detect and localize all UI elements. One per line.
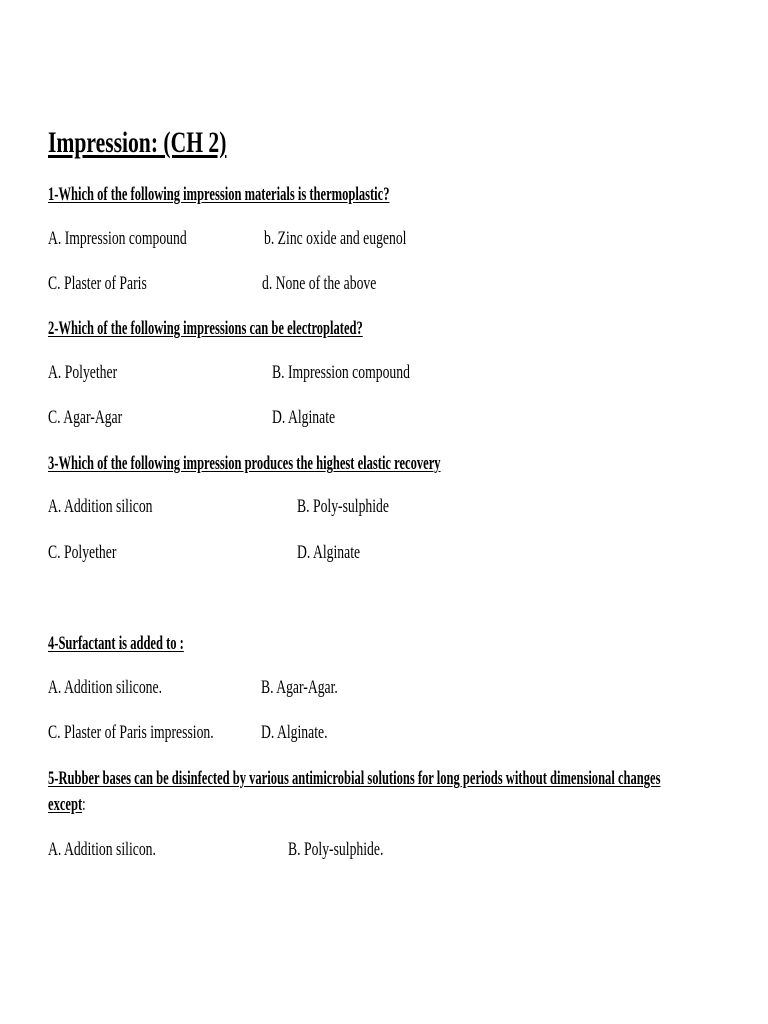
q5-option-b: B. Poly-sulphide.: [288, 839, 384, 860]
q2-option-a: A. Polyether: [48, 362, 118, 383]
question-5: [48, 766, 660, 818]
question-5-line-2: [48, 792, 660, 818]
q2-option-c: C. Agar-Agar: [48, 407, 123, 428]
q3-option-b: B. Poly-sulphide: [297, 496, 389, 517]
q2-option-d: D. Alginate: [272, 407, 336, 428]
q1-option-c: C. Plaster of Paris: [48, 273, 147, 294]
question-5-colon: :: [82, 794, 86, 815]
q4-option-c: C. Plaster of Paris impression.: [48, 722, 214, 743]
q4-option-b: B. Agar-Agar.: [261, 677, 338, 698]
q3-option-a: A. Addition silicon: [48, 496, 153, 517]
q4-option-d: D. Alginate.: [261, 722, 328, 743]
q3-option-c: C. Polyether: [48, 542, 117, 563]
q1-option-d: d. None of the above: [262, 273, 377, 294]
question-5-except: except: [48, 794, 83, 815]
q2-option-b: B. Impression compound: [272, 362, 410, 383]
question-2: 2-Which of the following impressions can be electroplated?: [48, 318, 363, 339]
page-title: Impression: (CH 2): [48, 126, 227, 159]
question-5-line-1: 5-Rubber bases can be disinfected by various antimicrobial solutions for long periods without dimensional changes: [48, 768, 661, 789]
q1-option-a: A. Impression compound: [48, 228, 187, 249]
question-3: 3-Which of the following impression produces the highest elastic recovery: [48, 453, 441, 474]
question-4: 4-Surfactant is added to :: [48, 633, 184, 654]
q3-option-d: D. Alginate: [297, 542, 361, 563]
q1-option-b: b. Zinc oxide and eugenol: [264, 228, 407, 249]
q4-option-a: A. Addition silicone.: [48, 677, 162, 698]
q5-option-a: A. Addition silicon.: [48, 839, 156, 860]
question-1: 1-Which of the following impression materials is thermoplastic?: [48, 184, 390, 205]
